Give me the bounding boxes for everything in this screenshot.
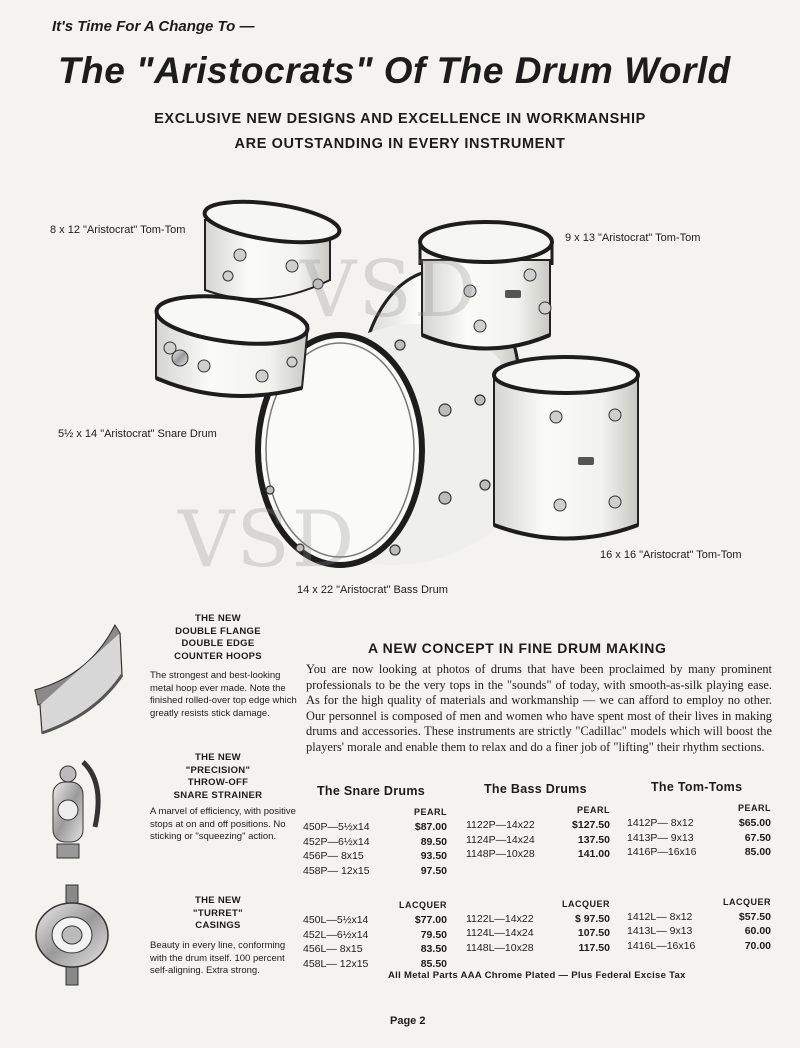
price-row: 450L—5½x14 $77.00	[303, 914, 447, 926]
price-row: 1148L—10x28 117.50	[466, 941, 610, 954]
price-row: 456L— 8x15 83.50	[303, 943, 447, 955]
price-row: 456P— 8x15 93.50	[303, 850, 447, 862]
caption-tom-13: 9 x 13 "Aristocrat" Tom-Tom	[565, 232, 701, 244]
page-number: Page 2	[390, 1015, 426, 1027]
feature-2-title: THE NEW "PRECISION" THROW-OFF SNARE STRAINER	[173, 752, 263, 801]
price-row: 458L— 12x15 85.50	[303, 957, 447, 970]
snare-drum	[154, 289, 310, 396]
turret-casing-icon	[30, 883, 115, 988]
price-footnote: All Metal Parts AAA Chrome Plated — Plus Federal Excise Tax	[388, 970, 686, 981]
snare-strainer-icon	[35, 752, 115, 867]
price-row: 1413L— 9x13 60.00	[627, 925, 771, 937]
finish-label: PEARL	[413, 807, 447, 817]
subhead-line-1: EXCLUSIVE NEW DESIGNS AND EXCELLENCE IN WORKMANSHIP	[154, 111, 646, 127]
caption-bass-drum: 14 x 22 "Aristocrat" Bass Drum	[297, 584, 448, 596]
price-row: 450P—5½x14 $87.00	[303, 821, 447, 833]
feature-1-title: THE NEW DOUBLE FLANGE DOUBLE EDGE COUNTER HOOPS	[174, 613, 262, 662]
feature-3-description: Beauty in every line, conforming with the drum itself. 100 percent self-aligning. Extra strong.	[150, 940, 286, 976]
feature-1-description: The strongest and best-looking metal hoop ever made. Note the finished rolled-over top edge which greatly resists stick damage.	[150, 670, 297, 719]
price-row: 1122P—14x22 $127.50	[466, 819, 610, 831]
price-row: 1122L—14x22 $ 97.50	[466, 912, 610, 925]
price-row: 452P—6½x14 89.50	[303, 835, 447, 848]
feature-3-title: THE NEW "TURRET" CASINGS	[193, 895, 243, 931]
concept-title: A NEW CONCEPT IN FINE DRUM MAKING	[368, 640, 667, 656]
caption-tom-12: 8 x 12 "Aristocrat" Tom-Tom	[50, 224, 186, 236]
price-row: 1124L—14x24 107.50	[466, 927, 610, 939]
watermark-top: VSD	[300, 245, 479, 335]
price-row: 1124P—14x24 137.50	[466, 833, 610, 846]
price-row: 1413P— 9x13 67.50	[627, 831, 771, 844]
price-list-title: The Snare Drums	[317, 784, 426, 798]
price-list-bass	[466, 782, 610, 955]
finish-label: LACQUER	[562, 898, 610, 909]
watermark-bottom: VSD	[178, 495, 357, 585]
price-row: 1412P— 8x12 $65.00	[627, 817, 771, 829]
finish-label: LACQUER	[723, 896, 771, 907]
price-list-tom-toms	[627, 780, 771, 953]
price-row: 1416P—16x16 85.00	[627, 846, 771, 858]
caption-tom-16: 16 x 16 "Aristocrat" Tom-Tom	[600, 549, 742, 561]
counter-hoop-icon	[20, 615, 130, 745]
subhead-line-2: ARE OUTSTANDING IN EVERY INSTRUMENT	[234, 136, 566, 152]
kicker-text: It's Time For A Change To —	[52, 18, 255, 35]
price-row: 1148P—10x28 141.00	[466, 848, 610, 860]
floor-tom-16	[494, 357, 638, 539]
price-row: 452L—6½x14 79.50	[303, 928, 447, 941]
caption-snare-drum: 5½ x 14 "Aristocrat" Snare Drum	[58, 428, 217, 440]
price-row: 1412L— 8x12 $57.50	[627, 910, 771, 923]
finish-label: PEARL	[737, 803, 771, 813]
page-headline: The "Aristocrats" Of The Drum World	[58, 50, 731, 91]
finish-label: PEARL	[576, 805, 610, 815]
feature-2-description: A marvel of efficiency, with positive stops at on and off positions. No sticking or "squeezing" action.	[150, 806, 296, 842]
finish-label: LACQUER	[399, 900, 447, 910]
concept-body: You are now looking at photos of drums that have been proclaimed by many prominent professionals to be the very tops in the "sounds" of today, with smooth-as-silk playing ease. As for the high quality of materials and workmanship — we can afford to employ no other. Our personnel is composed of men and women who have spent most of their lives in making drums and accessories. These instruments are strictly "Cadillac" models which will boost the players' morale and enable them to relax and do a finer job of "lifting" their rhythm sections.	[306, 662, 772, 754]
price-list-snare	[303, 784, 447, 971]
price-row: 458P— 12x15 97.50	[303, 864, 447, 877]
price-list-title: The Bass Drums	[484, 782, 587, 796]
price-list-title: The Tom-Toms	[651, 780, 743, 794]
price-row: 1416L—16x16 70.00	[627, 939, 771, 952]
